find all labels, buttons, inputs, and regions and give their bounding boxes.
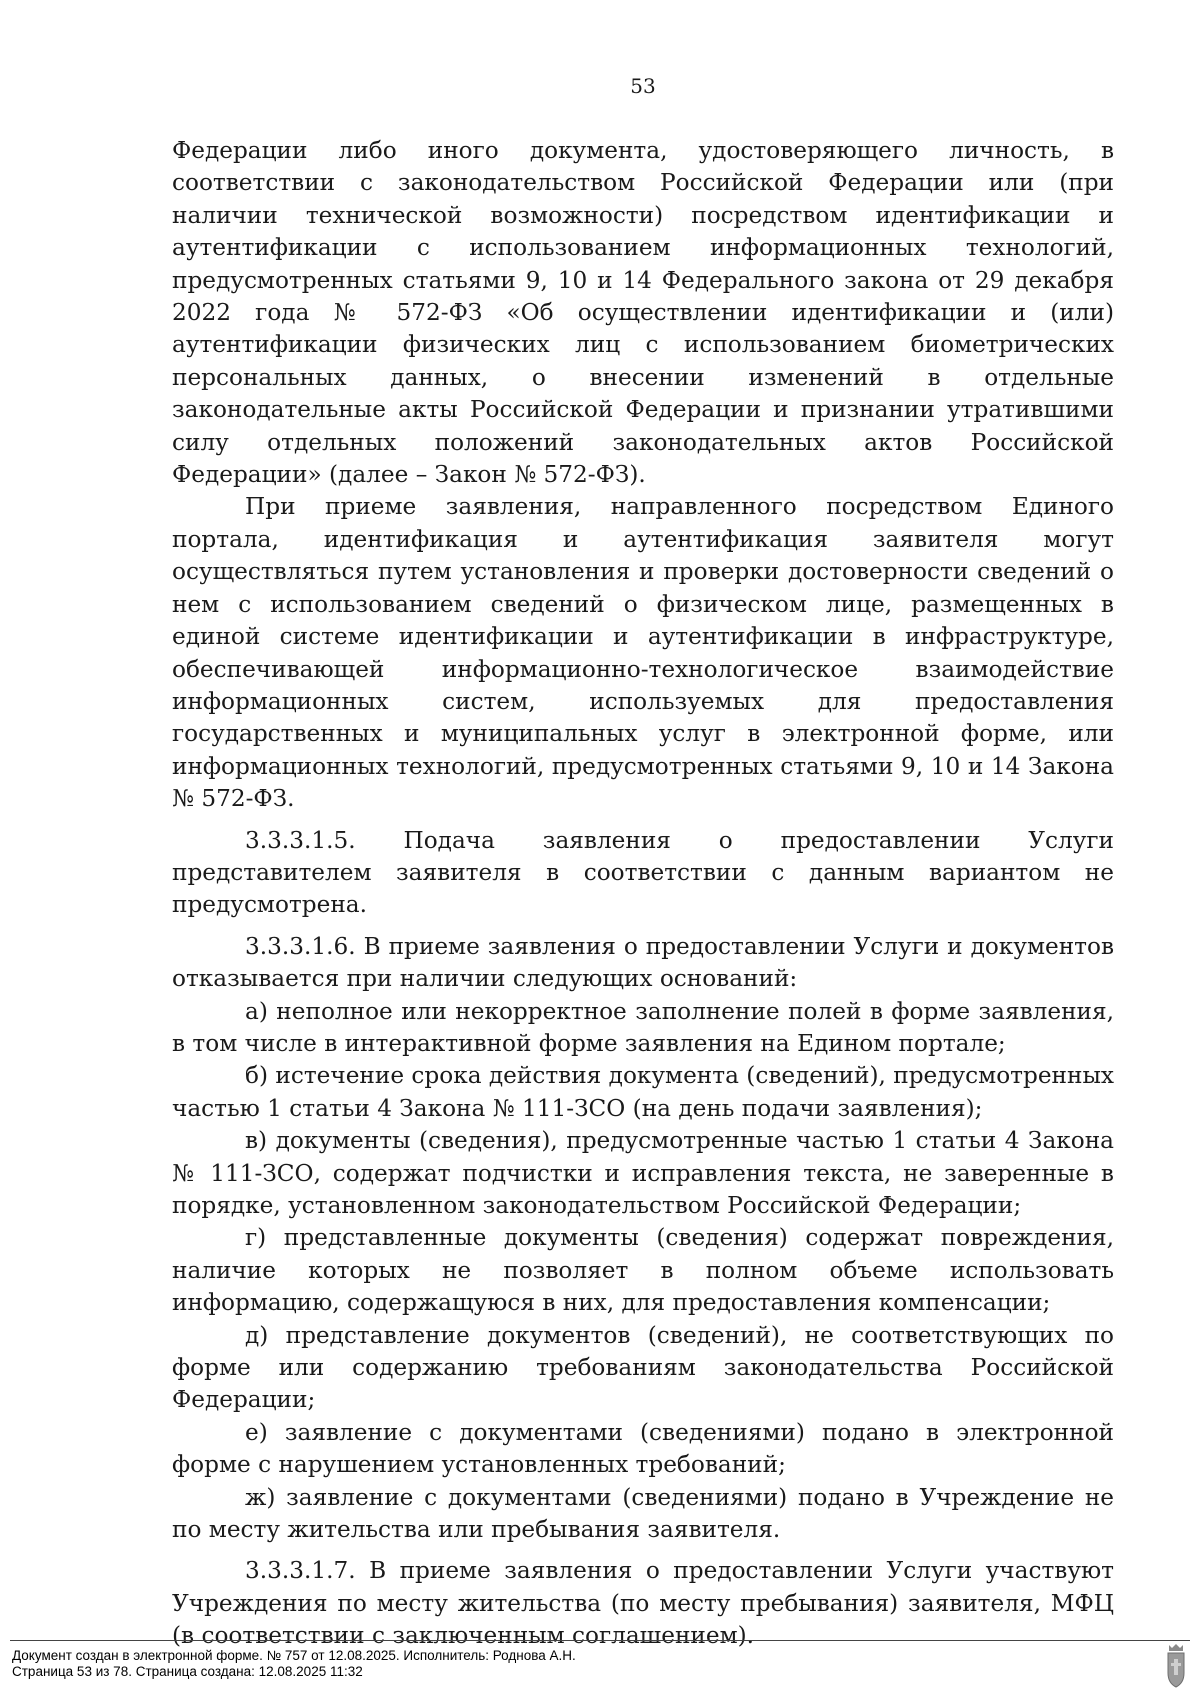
- paragraph-identification: При приеме заявления, направленного посредством Единого портала, идентификация и аутентификация заявителя могут осуществляться путем установления и проверки достоверности сведений о нем с использованием сведений о физическом лице, размещенных в единой системе идентификации и аутентификации в инфраструктуре, обеспечивающей информационно-технологическое взаимодействие информационных систем, используемых для предоставления государственных и муниципальных услуг в электронной форме, или информационных технологий, предусмотренных статьями 9, 10 и 14 Закона № 572-ФЗ.: [172, 493, 1114, 813]
- footer-line-2: Страница 53 из 78. Страница создана: 12.08.2025 11:32: [12, 1664, 363, 1679]
- list-item-b: б) истечение срока действия документа (сведений), предусмотренных частью 1 статьи 4 Закона № 111-ЗСО (на день подачи заявления);: [172, 1062, 1114, 1122]
- clause-3-3-3-1-7: 3.3.3.1.7. В приеме заявления о предоставлении Услуги участвуют Учреждения по месту жительства (по месту пребывания) заявителя, МФЦ (в соответствии с заключенным соглашением).: [172, 1557, 1114, 1650]
- list-item-g: г) представленные документы (сведения) содержат повреждения, наличие которых не позволяет в полном объеме использовать информацию, содержащуюся в них, для предоставления компенсации;: [172, 1224, 1114, 1317]
- list-item-v: в) документы (сведения), предусмотренные частью 1 статьи 4 Закона № 111-ЗСО, содержат подчистки и исправления текста, не заверенные в порядке, установленном законодательством Российской Федерации;: [172, 1127, 1114, 1219]
- list-item-a: а) неполное или некорректное заполнение полей в форме заявления, в том числе в интерактивной форме заявления на Едином портале;: [172, 997, 1114, 1057]
- document-footer: [12, 1648, 576, 1680]
- footer-divider: [10, 1640, 1190, 1641]
- coat-of-arms-icon: [1164, 1643, 1188, 1689]
- clause-3-3-3-1-5: 3.3.3.1.5. Подача заявления о предоставлении Услуги представителем заявителя в соответствии с данным вариантом не предусмотрена.: [172, 826, 1114, 919]
- list-item-d: д) представление документов (сведений), не соответствующих по форме или содержанию требованиям законодательства Российской Федерации;: [172, 1321, 1114, 1414]
- list-item-e: е) заявление с документами (сведениями) подано в электронной форме с нарушением установленных требований;: [172, 1418, 1114, 1479]
- page-number: 53: [630, 74, 656, 98]
- paragraph-continuation: Федерации либо иного документа, удостоверяющего личность, в соответствии с законодательством Российской Федерации или (при наличии технической возможности) посредством идентификации и аутентификации с использованием информационных технологий, предусмотренных статьями 9, 10 и 14 Федерального закона от 29 декабря 2022 года № 572-ФЗ «Об осуществлении идентификации и (или) аутентификации физических лиц с использованием биометрических персональных данных, о внесении изменений в отдельные законодательные акты Российской Федерации и признании утратившими силу отдельных положений законодательных актов Российской Федерации» (далее – Закон № 572-ФЗ).: [172, 137, 1114, 489]
- list-item-zh: ж) заявление с документами (сведениями) подано в Учреждение не по месту жительства или пребывания заявителя.: [172, 1483, 1114, 1544]
- document-body: [172, 135, 1114, 1653]
- clause-3-3-3-1-6: 3.3.3.1.6. В приеме заявления о предоставлении Услуги и документов отказывается при наличии следующих оснований:: [172, 932, 1114, 993]
- footer-line-1: Документ создан в электронной форме. № 757 от 12.08.2025. Исполнитель: Роднова А.Н.: [12, 1648, 576, 1663]
